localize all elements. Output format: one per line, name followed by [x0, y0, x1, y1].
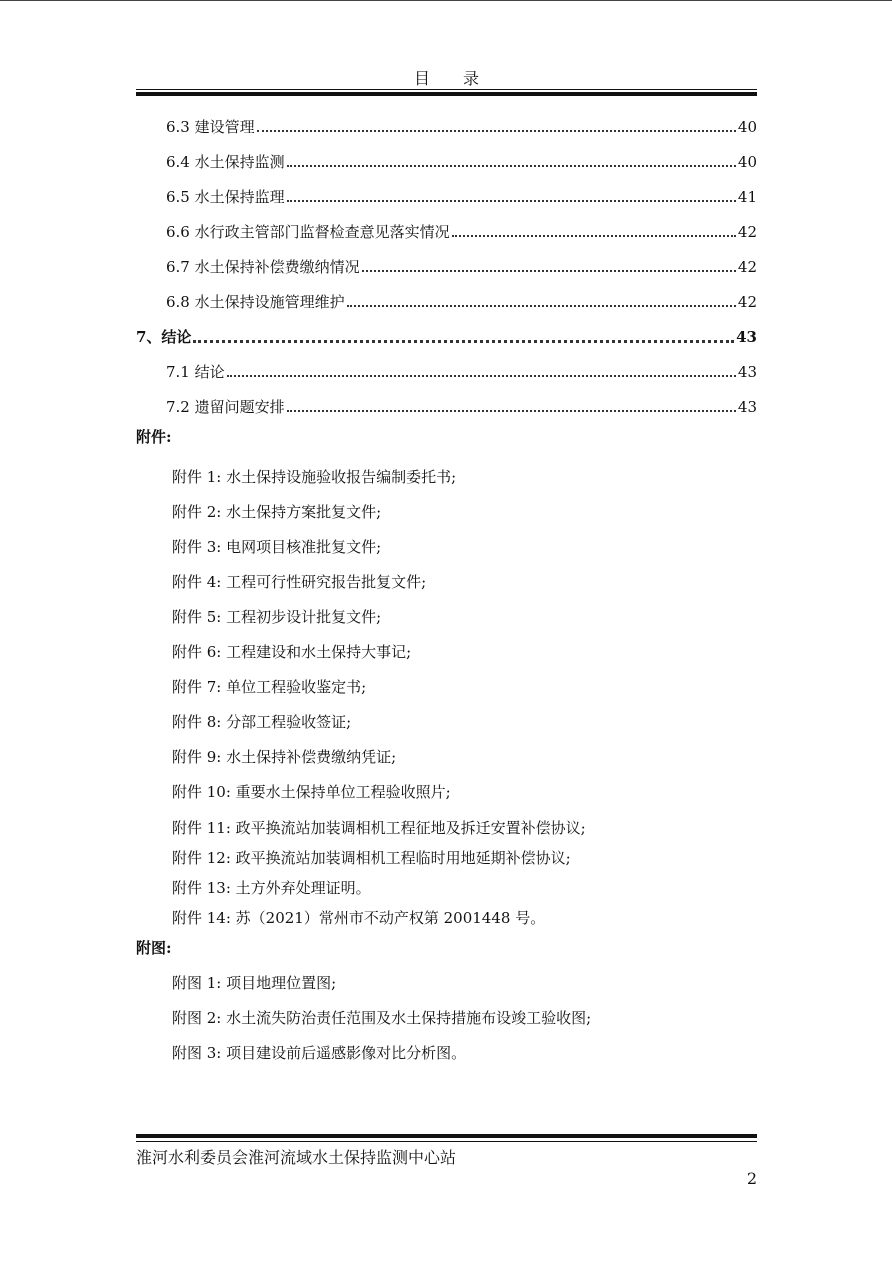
figures-heading: 附图: — [136, 939, 172, 957]
toc-entry-label: 6.6 水行政主管部门监督检查意见落实情况 — [166, 223, 450, 241]
footer-organization: 淮河水利委员会淮河流域水土保持监测中心站 — [136, 1148, 457, 1167]
attachment-item: 附件 3: 电网项目核准批复文件; — [172, 538, 382, 556]
toc-entry-page: 42 — [737, 258, 757, 276]
toc-entry-label: 7、结论 — [136, 328, 192, 346]
page-top-border — [0, 0, 892, 1]
toc-entry[interactable] — [0, 184, 892, 210]
attachment-item: 附件 2: 水土保持方案批复文件; — [172, 503, 382, 521]
page-number: 2 — [746, 1169, 757, 1188]
toc-entry-label: 6.4 水土保持监测 — [166, 153, 285, 171]
attachment-item: 附件 14: 苏（2021）常州市不动产权第 2001448 号。 — [172, 909, 546, 927]
toc-leader-dots — [347, 305, 736, 307]
figure-item: 附图 1: 项目地理位置图; — [172, 974, 337, 992]
toc-entry-label: 6.5 水土保持监理 — [166, 188, 285, 206]
header-rule-thick — [136, 92, 757, 96]
toc-entry-page: 42 — [737, 223, 757, 241]
toc-entry-page: 43 — [737, 363, 757, 381]
toc-entry-label: 6.3 建设管理 — [166, 118, 255, 136]
attachment-item: 附件 11: 政平换流站加装调相机工程征地及拆迁安置补偿协议; — [172, 819, 586, 837]
toc-entry-page: 40 — [737, 153, 757, 171]
toc-entry[interactable] — [0, 219, 892, 245]
footer-rule-thick — [136, 1134, 757, 1138]
page-header-title: 目 录 — [413, 69, 494, 88]
attachment-item: 附件 6: 工程建设和水土保持大事记; — [172, 643, 412, 661]
toc-entry-page: 43 — [737, 398, 757, 416]
toc-entry[interactable] — [0, 149, 892, 175]
attachment-item: 附件 8: 分部工程验收签证; — [172, 713, 352, 731]
footer-rule-thin — [136, 1141, 757, 1142]
attachment-item: 附件 9: 水土保持补偿费缴纳凭证; — [172, 748, 397, 766]
toc-leader-dots — [287, 200, 736, 202]
toc-entry-page: 40 — [737, 118, 757, 136]
toc-leader-dots — [362, 270, 736, 272]
toc-leader-dots — [287, 410, 736, 412]
toc-leader-dots — [452, 235, 736, 237]
attachments-heading: 附件: — [136, 428, 172, 446]
toc-entry-label: 6.8 水土保持设施管理维护 — [166, 293, 345, 311]
toc-leader-dots — [227, 375, 736, 377]
figure-item: 附图 2: 水土流失防治责任范围及水土保持措施布设竣工验收图; — [172, 1009, 592, 1027]
toc-entry[interactable] — [0, 359, 892, 385]
attachment-item: 附件 4: 工程可行性研究报告批复文件; — [172, 573, 427, 591]
attachment-item: 附件 10: 重要水土保持单位工程验收照片; — [172, 783, 451, 801]
toc-entry-page: 41 — [737, 188, 757, 206]
toc-entry-label: 7.1 结论 — [166, 363, 225, 381]
toc-leader-dots — [193, 340, 734, 343]
attachment-item: 附件 12: 政平换流站加装调相机工程临时用地延期补偿协议; — [172, 849, 571, 867]
figure-item: 附图 3: 项目建设前后遥感影像对比分析图。 — [172, 1044, 467, 1062]
header-rule-thin — [136, 89, 757, 90]
attachment-item: 附件 5: 工程初步设计批复文件; — [172, 608, 382, 626]
toc-entry-label: 7.2 遗留问题安排 — [166, 398, 285, 416]
toc-entry-page: 42 — [737, 293, 757, 311]
toc-entry[interactable] — [0, 394, 892, 420]
toc-leader-dots — [257, 130, 736, 132]
attachment-item: 附件 13: 土方外弃处理证明。 — [172, 879, 371, 897]
toc-entry[interactable] — [0, 289, 892, 315]
attachment-item: 附件 1: 水土保持设施验收报告编制委托书; — [172, 468, 457, 486]
toc-entry-label: 6.7 水土保持补偿费缴纳情况 — [166, 258, 360, 276]
toc-entry-chapter[interactable] — [0, 324, 892, 350]
toc-leader-dots — [287, 165, 736, 167]
toc-entry-page: 43 — [736, 328, 757, 346]
toc-entry[interactable] — [0, 254, 892, 280]
attachment-item: 附件 7: 单位工程验收鉴定书; — [172, 678, 367, 696]
toc-entry[interactable] — [0, 114, 892, 140]
